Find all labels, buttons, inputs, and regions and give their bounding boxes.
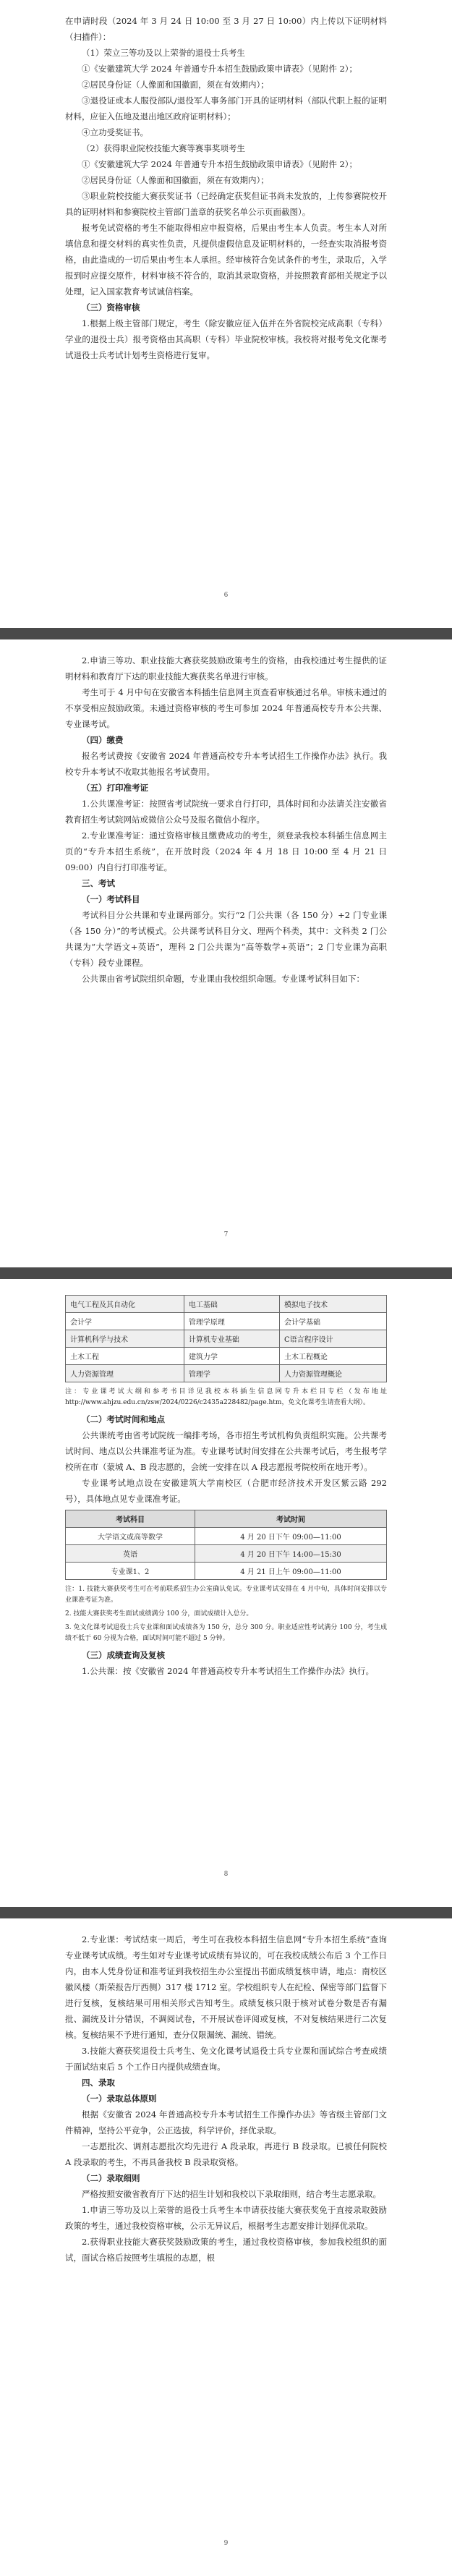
- paragraph: （1）荣立三等功及以上荣誉的退役士兵考生: [82, 48, 245, 58]
- table-row: [66, 1365, 387, 1382]
- table-cell: 4 月 20 日下午 09:00—11:00: [195, 1528, 387, 1545]
- page-number: 6: [223, 592, 229, 599]
- table-cell: 电工基础: [184, 1296, 279, 1313]
- section-heading: （四）缴费: [82, 735, 124, 745]
- paragraph: 一志愿批次、调剂志愿批次均先进行 A 段录取，再进行 B 段录取。已被任何院校 A 段录取的考生，不再具备我校 B 段录取资格。: [65, 2141, 387, 2167]
- table-cell: 会计学: [66, 1313, 184, 1330]
- table-row: [66, 1330, 387, 1348]
- table-cell: 计算机专业基础: [184, 1330, 279, 1348]
- paragraph: ②居民身份证（人像面和国徽面，须在有效期内）；: [82, 175, 269, 185]
- section-heading: （二）考试时间和地点: [82, 1414, 165, 1424]
- paragraph: ①《安徽建筑大学 2024 年普通专升本招生鼓励政策申请表》（见附件 2）；: [82, 64, 358, 74]
- paragraph: 1.根据上级主管部门规定，考生（除安徽应征入伍并在外省院校完成高职（专科）学业的退役士兵）报考资格由其高职（专科）毕业院校审核。我校将对报考免文化课考试退役士兵考试计划考生资格进行复审。: [65, 318, 387, 360]
- page-number: 8: [223, 1871, 229, 1878]
- table-cell: 人力资源管理: [66, 1365, 184, 1382]
- table-row: [66, 1313, 387, 1330]
- table-cell: 电气工程及其自动化: [66, 1296, 184, 1313]
- paragraph: 1.公共课准考证：按照省考试院统一要求自行打印，具体时间和办法请关注安徽省教育招生考试院网站或微信公众号及报名微信小程序。: [65, 799, 387, 825]
- table-cell: 大学语文或高等数学: [66, 1528, 195, 1545]
- paragraph: ①《安徽建筑大学 2024 年普通专升本招生鼓励政策申请表》（见附件 2）；: [82, 159, 358, 169]
- page-number: 7: [223, 1231, 229, 1238]
- table-cell: 专业课1、2: [66, 1563, 195, 1580]
- table-row: [66, 1528, 387, 1545]
- paragraph: 1.公共课：按《安徽省 2024 年普通高校专升本考试招生工作操作办法》执行。: [82, 1666, 375, 1676]
- section-heading: （一）录取总体原则: [82, 2093, 157, 2104]
- page-number: 9: [223, 2540, 229, 2547]
- table-cell: 4 月 20 日下午 14:00—15:30: [195, 1545, 387, 1563]
- table-cell: 人力资源管理概论: [279, 1365, 386, 1382]
- table-cell: 建筑力学: [184, 1348, 279, 1365]
- table-cell: C语言程序设计: [279, 1330, 386, 1348]
- document-page-9: [0, 1918, 452, 2576]
- table-header: 考试科目: [66, 1510, 195, 1528]
- table-note: 3. 免文化课考试退役士兵专业课和面试成绩各为 150 分，总分 300 分。职业适应性考试满分 100 分，考生成绩不低于 60 分视为合格，面试时间可能不超过 5 分钟。: [65, 1624, 387, 1642]
- document-page-8: [0, 1279, 452, 1907]
- paragraph: ③退役证或本人服役部队/退役军人事务部门开具的证明材料（部队代职上报的证明材料，应征入伍地及退出地区政府证明材料）；: [65, 95, 387, 122]
- paragraph: 在申请时段（2024 年 3 月 24 日 10:00 至 3 月 27 日 10:00）内上传以下证明材料（扫描件）：: [65, 16, 387, 42]
- section-heading: （五）打印准考证: [82, 783, 148, 793]
- paragraph: ④立功受奖证书。: [82, 127, 148, 137]
- part-heading: 三、考试: [82, 878, 115, 888]
- section-heading: （一）考试科目: [82, 894, 140, 904]
- table-row: [66, 1545, 387, 1563]
- section-heading: （三）成绩查询及复核: [82, 1650, 165, 1660]
- subject-table: [65, 1295, 387, 1382]
- table-cell: 管理学: [184, 1365, 279, 1382]
- part-heading: 四、录取: [82, 2078, 115, 2088]
- paragraph: 2.申请三等功、职业技能大赛获奖鼓励政策考生的资格，由我校通过考生提供的证明材料和教育厅下达的职业技能大赛获奖名单进行审核。: [65, 655, 387, 681]
- table-note: 注：1. 技能大赛获奖考生可在考前联系招生办公室确认免试。专业课考试安排在 4 月中旬，具体时间安排以专业课准考证为准。: [65, 1586, 387, 1604]
- table-cell: 管理学原理: [184, 1313, 279, 1330]
- table-cell: 英语: [66, 1545, 195, 1563]
- paragraph: 报名考试费按《安徽省 2024 年普通高校专升本考试招生工作操作办法》执行。我校专升本考试不收取其他报名考试费用。: [65, 751, 387, 777]
- table-cell: 计算机科学与技术: [66, 1330, 184, 1348]
- paragraph: ③职业院校技能大赛获奖证书（已经确定获奖但证书尚未发放的，上传参赛院校开具的证明材料和参赛院校主管部门盖章的获奖名单公示页面截图）。: [65, 191, 387, 217]
- table-cell: 土木工程: [66, 1348, 184, 1365]
- paragraph: 3.技能大赛获奖退役士兵考生、免文化课考试退役士兵专业课和面试综合考查成绩于面试结束后 5 个工作日内提供成绩查询。: [65, 2046, 387, 2072]
- document-page-6: [0, 0, 452, 628]
- paragraph: 专业课考试地点设在安徽建筑大学南校区（合肥市经济技术开发区紫云路 292 号），具体地点见专业课准考证。: [65, 1478, 387, 1504]
- table-cell: 会计学基础: [279, 1313, 386, 1330]
- paragraph: 公共课由省考试院组织命题，专业课由我校组织命题。专业课考试科目如下：: [82, 974, 364, 984]
- table-cell: 土木工程概论: [279, 1348, 386, 1365]
- paragraph: 1.申请三等功及以上荣誉的退役士兵考生本申请获技能大赛获奖免于直接录取鼓励政策的考生，通过我校资格审核，公示无异议后，根据考生志愿安排计划择优录取。: [65, 2205, 387, 2231]
- paragraph: 考生可于 4 月中旬在安徽省本科插生信息网主页查看审核通过名单。审核未通过的不享受相应鼓励政策。未通过资格审核的考生可参加 2024 年普通高校专升本公共课、专业课考试。: [65, 687, 387, 729]
- table-row: [66, 1296, 387, 1313]
- paragraph: 根据《安徽省 2024 年普通高校专升本考试招生工作操作办法》等省级主管部门文件精神，坚持公平竞争，公正选拔，科学评价，择优录取。: [65, 2109, 387, 2135]
- section-heading: （三）资格审核: [82, 302, 140, 313]
- table-row: [66, 1348, 387, 1365]
- table-header: 考试时间: [195, 1510, 387, 1528]
- table-row: [66, 1563, 387, 1580]
- paragraph: 严格按照安徽省教育厅下达的招生计划和我校以下录取细则，结合考生志愿录取。: [82, 2189, 381, 2199]
- paragraph: 2.专业课：考试结束一周后，考生可在我校本科招生信息网“专升本招生系统”查询专业课考试成绩。考生如对专业课考试成绩有异议的，可在我校成绩公布后 3 个工作日内，由本人凭身份证和准考证到我校招生办公室提出书面成绩复核申请，地点：南校区徽风楼（斯荣报告厅西侧）317 楼 1712 室。学校组织专人在纪检、保密等部门监督下进行复核，复核结果可用相关形式告知考生。成绩复核只限于核对试卷分数是否有漏批、漏统及计分错误，不调阅试卷，不开展试卷评阅或复核，不对复核结果进行二次复核。复核结果不予进行通知，查分仅限漏统、漏统、错统。: [65, 1934, 387, 2040]
- paragraph: （2）获得职业院校技能大赛等赛事奖项考生: [82, 143, 245, 153]
- paragraph: 2.专业课准考证：通过资格审核且缴费成功的考生，须登录我校本科插生信息网主页的“专升本招生系统”，在开放时段（2024 年 4 月 18 日 10:00 至 4 月 21 日 09:00）内自行打印准考证。: [65, 830, 387, 872]
- table-note: 注：专业课考试大纲和参考书目详见我校本科插生信息网专升本栏目专栏（发布地址 http://www.ahjzu.edu.cn/zsw/2024/0226/c2435a228482/page.htm，免文化课考生请查看大纲）。: [65, 1388, 387, 1406]
- table-header-row: [66, 1510, 387, 1528]
- table-cell: 4 月 21 日上午 09:00—11:00: [195, 1563, 387, 1580]
- exam-time-table: [65, 1510, 387, 1580]
- table-cell: 模拟电子技术: [279, 1296, 386, 1313]
- paragraph: 报考免试资格的考生不能取得相应申报资格，后果由考生本人负责。考生本人对所填信息和提交材料的真实性负责，凡提供虚假信息及证明材料的，一经查实取消报考资格，由此造成的一切后果由考生本人承担。经审核符合免试条件的考生，录取后，入学报到时应提交原件，材料审核不符合的，取消其录取资格，并按照教育部相关规定予以处理，记入国家教育考试诚信档案。: [65, 223, 387, 297]
- paragraph: 2.获得职业技能大赛获奖鼓励政策的考生，通过我校资格审核，参加我校组织的面试，面试合格后按照考生填报的志愿，根: [65, 2237, 387, 2263]
- section-heading: （二）录取细则: [82, 2173, 140, 2183]
- paragraph: 考试科目分公共课和专业课两部分。实行“2 门公共课（各 150 分）+2 门专业课（各 150 分）”的考试模式。公共课考试科目分文、理两个科类，其中：文科类 2 门公共课为“大学语文+英语”，理科 2 门公共课为“高等数学+英语”；2 门专业课为高职（专科）段专业课程。: [65, 910, 387, 968]
- paragraph: ②居民身份证（人像面和国徽面，须在有效期内）；: [82, 80, 269, 90]
- paragraph: 公共课统考由省考试院统一编排考场，各市招生考试机构负责组织实施。公共课考试时间、地点以公共课准考证为准。专业课考试时间安排在公共课考试后，考生报考学校所在市（蒙城 A、B 段志愿的，会统一安排在以 A 段志愿报考院校所在地开考）。: [65, 1430, 387, 1472]
- table-note: 2. 技能大赛获奖考生面试成绩满分 100 分，面试成绩计入总分。: [65, 1610, 253, 1618]
- document-page-7: [0, 639, 452, 1267]
